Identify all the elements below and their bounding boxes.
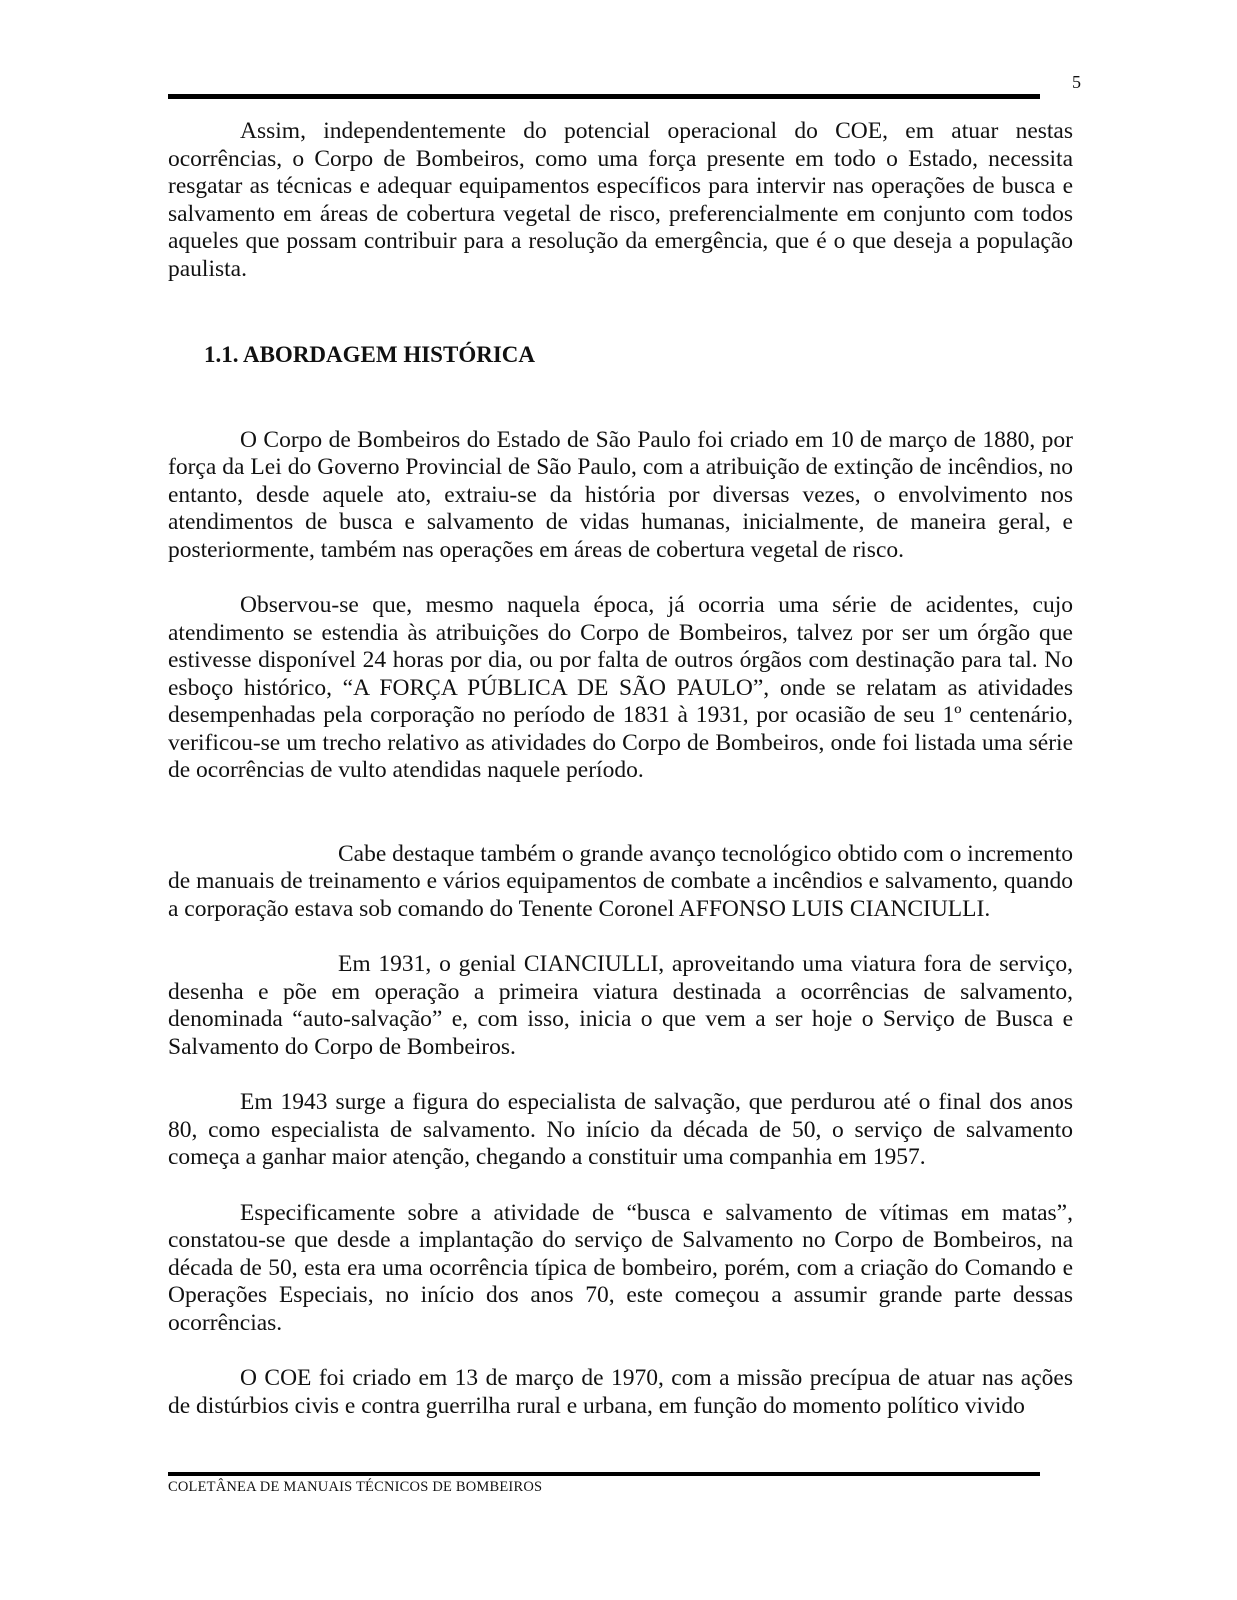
footer-text: COLETÂNEA DE MANUAIS TÉCNICOS DE BOMBEIROS <box>168 1479 543 1495</box>
paragraph-auto-salvacao: Em 1931, o genial CIANCIULLI, aproveitando uma viatura fora de serviço, desenha e põe em operação a primeira viatura destinada a ocorrências de salvamento, denominada “auto-salvação” e, com isso, inicia o que vem a ser hoje o Serviço de Busca e Salvamento do Corpo de Bombeiros. <box>168 951 1073 1060</box>
paragraph-intro: Assim, independentemente do potencial operacional do COE, em atuar nestas ocorrências, o Corpo de Bombeiros, como uma força presente em todo o Estado, necessita resgatar as técnicas e adequar equipamentos específicos para intervir nas operações de busca e salvamento em áreas de cobertura vegetal de risco, preferencialmente em conjunto com todos aqueles que possam contribuir para a resolução da emergência, que é o que deseja a população paulista. <box>168 118 1073 282</box>
paragraph-technology: Cabe destaque também o grande avanço tecnológico obtido com o incremento de manuais de treinamento e vários equipamentos de combate a incêndios e salvamento, quando a corporação estava sob comando do Tenente Coronel AFFONSO LUIS CIANCIULLI. <box>168 840 1073 922</box>
footer-rule <box>168 1472 1040 1476</box>
header-rule <box>168 94 1040 99</box>
paragraph-coe: O COE foi criado em 13 de março de 1970, com a missão precípua de atuar nas ações de distúrbios civis e contra guerrilha rural e urbana, em função do momento político vivido <box>168 1365 1073 1419</box>
paragraph-1943: Em 1943 surge a figura do especialista de salvação, que perdurou até o final dos anos 80, como especialista de salvamento. No início da década de 50, o serviço de salvamento começa a ganhar maior atenção, chegando a constituir uma companhia em 1957. <box>168 1089 1073 1170</box>
page-number: 5 <box>1072 72 1081 92</box>
paragraph-early-history: Observou-se que, mesmo naquela época, já ocorria uma série de acidentes, cujo atendimento se estendia às atribuições do Corpo de Bombeiros, talvez por ser um órgão que estivesse disponível 24 horas por dia, ou por falta de outros órgãos com destinação para tal. No esboço histórico, “A FORÇA PÚBLICA DE SÃO PAULO”, onde se relatam as atividades desempenhadas pela corporação no período de 1831 à 1931, por ocasião de seu 1º centenário, verificou-se um trecho relativo as atividades do Corpo de Bombeiros, onde foi listada uma série de ocorrências de vulto atendidas naquele período. <box>168 592 1073 783</box>
paragraph-matas: Especificamente sobre a atividade de “busca e salvamento de vítimas em matas”, constatou-se que desde a implantação do serviço de Salvamento no Corpo de Bombeiros, na década de 50, esta era uma ocorrência típica de bombeiro, porém, com a criação do Comando e Operações Especiais, no início dos anos 70, este começou a assumir grande parte dessas ocorrências. <box>168 1199 1073 1336</box>
document-body <box>168 118 1073 1420</box>
section-heading: 1.1. ABORDAGEM HISTÓRICA <box>204 342 535 367</box>
paragraph-founding: O Corpo de Bombeiros do Estado de São Paulo foi criado em 10 de março de 1880, por força da Lei do Governo Provincial de São Paulo, com a atribuição de extinção de incêndios, no entanto, desde aquele ato, extraiu-se da história por diversas vezes, o envolvimento nos atendimentos de busca e salvamento de vidas humanas, inicialmente, de maneira geral, e posteriormente, também nas operações em áreas de cobertura vegetal de risco. <box>168 426 1073 563</box>
